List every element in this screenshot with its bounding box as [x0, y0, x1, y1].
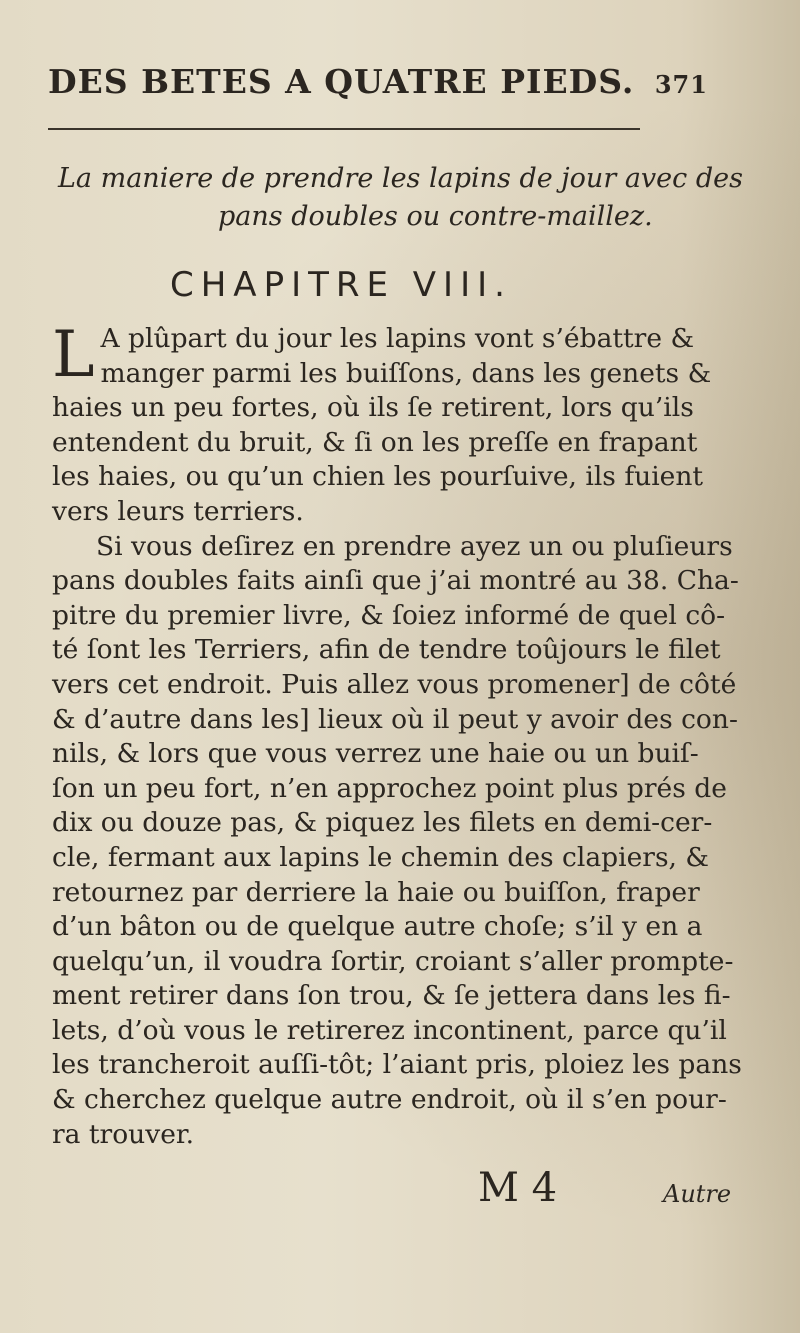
- drop-cap: L: [52, 318, 95, 392]
- text-line: nils, & lors que vous verrez une haie ou un buiſ-: [52, 738, 699, 770]
- text-line: ment retirer dans ſon trou, & ſe jettera dans les fi-: [52, 980, 731, 1012]
- text-line: lets, d’où vous le retirerez incontinent, parce qu’il: [52, 1014, 727, 1046]
- signature-mark: M 4: [478, 1165, 558, 1211]
- running-title: DES BETES A QUATRE PIEDS.: [48, 62, 635, 101]
- text-line: pans doubles faits ainſi que j’ai montré au 38. Cha-: [52, 565, 739, 597]
- text-line: haies un peu fortes, où ils ſe retirent, lors qu’ils: [52, 392, 694, 424]
- chapter-subtitle: [58, 160, 743, 236]
- body-text: [52, 318, 742, 1152]
- text-line: ſon un peu fort, n’en approchez point plus prés de: [52, 772, 727, 804]
- running-head: [48, 62, 708, 101]
- text-line: les haies, ou qu’un chien les pourſuive, ils fuient: [52, 461, 704, 493]
- subtitle-line: pans doubles ou contre-maillez.: [218, 201, 653, 232]
- text-line: vers cet endroit. Puis allez vous promener] de côté: [52, 668, 737, 700]
- subtitle-line: La maniere de prendre les lapins de jour avec des: [58, 163, 743, 194]
- text-line: manger parmi les buiſſons, dans les genets &: [100, 357, 712, 389]
- header-rule: [48, 128, 640, 130]
- text-line: retournez par derriere la haie ou buiſſon, fraper: [52, 876, 700, 908]
- text-line: & d’autre dans les] lieux où il peut y avoir des con-: [52, 703, 738, 735]
- text-line: entendent du bruit, & ſi on les preſſe en frapant: [52, 426, 698, 458]
- text-line: té ſont les Terriers, afin de tendre toûjours le filet: [52, 634, 721, 666]
- text-line: dix ou douze pas, & piquez les filets en demi-cer-: [52, 807, 713, 839]
- text-line: quelqu’un, il voudra ſortir, croiant s’aller prompte-: [52, 945, 734, 977]
- catchword: Autre: [663, 1180, 732, 1208]
- page-number: 371: [654, 70, 708, 99]
- text-line: d’un bâton ou de quelque autre choſe; s’il y en a: [52, 911, 703, 943]
- text-line: ra trouver.: [52, 1118, 195, 1150]
- text-line: Si vous deſirez en prendre ayez un ou pluſieurs: [96, 530, 733, 562]
- chapter-heading: CHAPITRE VIII.: [170, 265, 512, 305]
- text-line: vers leurs terriers.: [52, 495, 304, 527]
- text-line: cle, fermant aux lapins le chemin des clapiers, &: [52, 841, 709, 873]
- text-line: pitre du premier livre, & ſoiez informé de quel cô-: [52, 599, 726, 631]
- text-line: A plûpart du jour les lapins vont s’ébattre &: [100, 323, 695, 354]
- text-line: & cherchez quelque autre endroit, où il s’en pour-: [52, 1084, 727, 1116]
- text-line: les trancheroit auſſi-tôt; l’aiant pris, ploiez les pans: [52, 1049, 742, 1081]
